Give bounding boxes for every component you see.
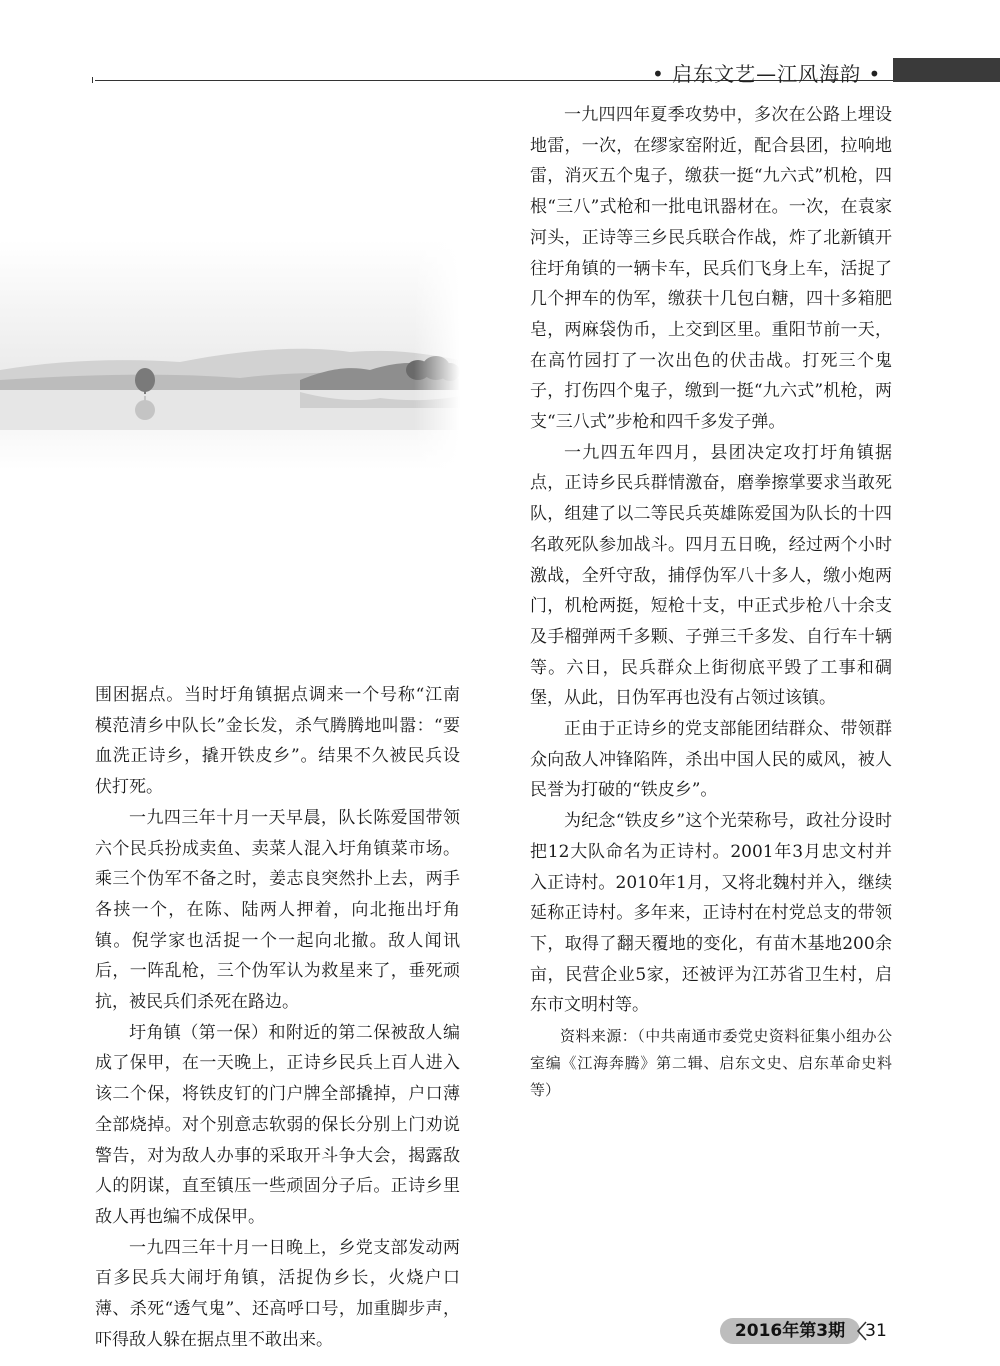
paragraph: 圩角镇（第一保）和附近的第二保被敌人编成了保甲，在一天晚上，正诗乡民兵上百人进入该二个保，将铁皮钉的门户牌全部撬掉，户口薄全部烧掉。对个别意志软弱的保长分别上门劝说警告，对为敌人办事的采取开斗争大会，揭露敌人的阴谋，直至镇压一些顽固分子后。正诗乡里敌人再也编不成保甲。 bbox=[95, 1022, 460, 1227]
landscape-image bbox=[0, 240, 460, 470]
paragraph: 一九四四年夏季攻势中，多次在公路上埋设地雷，一次，在缪家窑附近，配合县团，拉响地雷，消灭五个鬼子，缴获一挺“九六式”机枪，四根“三八”式枪和一批电讯器材在。一次，在袁家河头，正诗等三乡民兵联合作战，炸了北新镇开往圩角镇的一辆卡车，民兵们飞身上车，活捉了几个押车的伪军，缴获十几包白糖，四十多箱肥皂，两麻袋伪币，上交到区里。重阳节前一天，在高竹园打了一次出色的伏击战。打死三个鬼子，打伤四个鬼子，缴到一挺“九六式”机枪，两支“三八式”步枪和四千多发子弹。 bbox=[530, 105, 892, 433]
left-column bbox=[95, 680, 460, 1355]
section-title: • 启东文艺—江风海韵 • bbox=[652, 62, 882, 86]
paragraph: 一九四五年四月，县团决定攻打圩角镇据点，正诗乡民兵群情激奋，磨拳擦掌要求当敢死队，组建了以二等民兵英雄陈爱国为队长的十四名敢死队参加战斗。四月五日晚，经过两个小时激战，全歼守敌，捕俘伪军八十多人，缴小炮两门，机枪两挺，短枪十支，中正式步枪八十余支及手榴弹两千多颗、子弹三千多发、自行车十辆等。六日，民兵群众上街彻底平毁了工事和碉堡，从此，日伪军再也没有占领过该镇。 bbox=[530, 442, 892, 709]
source-note: 资料来源：（中共南通市委党史资料征集小组办公室编《江海奔腾》第二辑、启东文史、启东革命史料等） bbox=[530, 1027, 892, 1100]
paragraph: 围困据点。当时圩角镇据点调来一个号称“江南模范清乡中队长”金长发，杀气腾腾地叫嚣：“要血洗正诗乡，撬开铁皮乡”。结果不久被民兵设伏打死。 bbox=[95, 685, 460, 798]
paragraph: 一九四三年十月一天早晨，队长陈爱国带领六个民兵扮成卖鱼、卖菜人混入圩角镇菜市场。乘三个伪军不备之时，姜志良突然扑上去，两手各挟一个，在陈、陆两人押着，向北拖出圩角镇。倪学家也活捉一个一起向北撤。敌人闻讯后，一阵乱枪，三个伪军认为救星来了，垂死顽抗，被民兵们杀死在路边。 bbox=[95, 807, 460, 1013]
page-footer bbox=[720, 1318, 892, 1344]
paragraph: 正由于正诗乡的党支部能团结群众、带领群众向敌人冲锋陷阵，杀出中国人民的威风，被人民誉为打破的“铁皮乡”。 bbox=[530, 719, 892, 801]
header-accent-block bbox=[893, 58, 1000, 82]
page-number: 31 bbox=[865, 1321, 887, 1341]
paragraph: 一九四三年十月一日晚上，乡党支部发动两百多民兵大闹圩角镇，活捉伪乡长，火烧户口薄、杀死“透气鬼”、还高呼口号，加重脚步声，吓得敌人躲在据点里不敢出来。 bbox=[95, 1237, 460, 1350]
right-column bbox=[530, 100, 892, 1104]
issue-badge: 2016年第3期 bbox=[720, 1318, 860, 1344]
paragraph: 为纪念“铁皮乡”这个光荣称号，政社分设时把12大队命名为正诗村。2001年3月忠文村并入正诗村。2010年1月，又将北魏村并入，继续延称正诗村。多年来，正诗村在村党总支的带领下，取得了翻天覆地的变化，有苗木基地200余亩，民营企业5家，还被评为江苏省卫生村，启东市文明村等。 bbox=[530, 811, 892, 1016]
